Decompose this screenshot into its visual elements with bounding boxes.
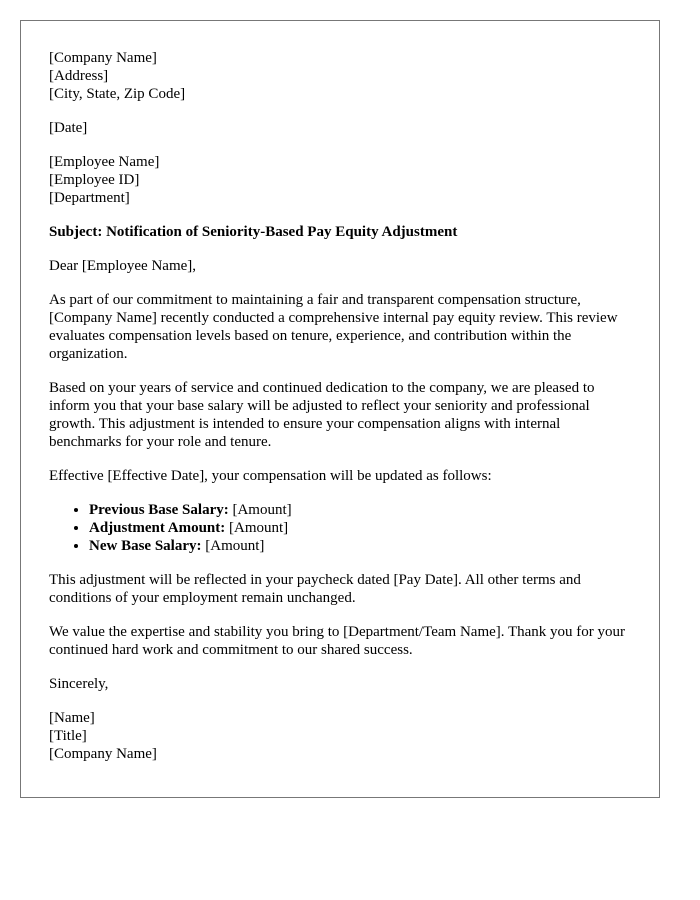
paragraph-thanks: We value the expertise and stability you bring to [Department/Team Name]. Thank you for your continued hard work and commitment to our shared success. bbox=[49, 624, 626, 658]
paragraph-paycheck: This adjustment will be reflected in your paycheck dated [Pay Date]. All other terms and conditions of your employment remain unchanged. bbox=[49, 572, 581, 606]
salary-item-value: [Amount] bbox=[201, 538, 265, 554]
sender-city-state-zip: [City, State, Zip Code] bbox=[49, 86, 186, 102]
list-item bbox=[89, 537, 631, 555]
recipient-block bbox=[49, 153, 631, 207]
salutation: Dear [Employee Name], bbox=[49, 258, 197, 274]
signature-company: [Company Name] bbox=[49, 746, 157, 762]
salary-item-label: Adjustment Amount: bbox=[89, 520, 226, 536]
sender-address-block bbox=[49, 49, 631, 103]
signature-block bbox=[49, 709, 631, 763]
recipient-id: [Employee ID] bbox=[49, 172, 140, 188]
list-item bbox=[89, 501, 631, 519]
letter-date: [Date] bbox=[49, 120, 88, 136]
recipient-name: [Employee Name] bbox=[49, 154, 160, 170]
subject-line: Subject: Notification of Seniority-Based Pay Equity Adjustment bbox=[49, 224, 458, 240]
paragraph-effective: Effective [Effective Date], your compensation will be updated as follows: bbox=[49, 468, 492, 484]
salary-item-label: Previous Base Salary: bbox=[89, 502, 229, 518]
sender-company: [Company Name] bbox=[49, 50, 157, 66]
list-item bbox=[89, 519, 631, 537]
paragraph-adjustment: Based on your years of service and continued dedication to the company, we are pleased to inform you that your base salary will be adjusted to reflect your seniority and professional growth. This adjustment is intended to ensure your compensation aligns with internal benchmarks for your role and tenure. bbox=[49, 380, 595, 450]
salary-item-label: New Base Salary: bbox=[89, 538, 202, 554]
signature-title: [Title] bbox=[49, 728, 87, 744]
salary-item-value: [Amount] bbox=[225, 520, 289, 536]
sender-address: [Address] bbox=[49, 68, 109, 84]
signature-name: [Name] bbox=[49, 710, 95, 726]
date-block bbox=[49, 119, 631, 137]
salary-list bbox=[49, 501, 631, 555]
paragraph-review: As part of our commitment to maintaining a fair and transparent compensation structure, [Company Name] recently conducted a comprehensive internal pay equity review. This review evaluates compensation levels based on tenure, experience, and contribution within the organization. bbox=[49, 292, 618, 362]
letter-document bbox=[20, 20, 660, 798]
salary-item-value: [Amount] bbox=[228, 502, 292, 518]
recipient-department: [Department] bbox=[49, 190, 130, 206]
closing: Sincerely, bbox=[49, 676, 109, 692]
